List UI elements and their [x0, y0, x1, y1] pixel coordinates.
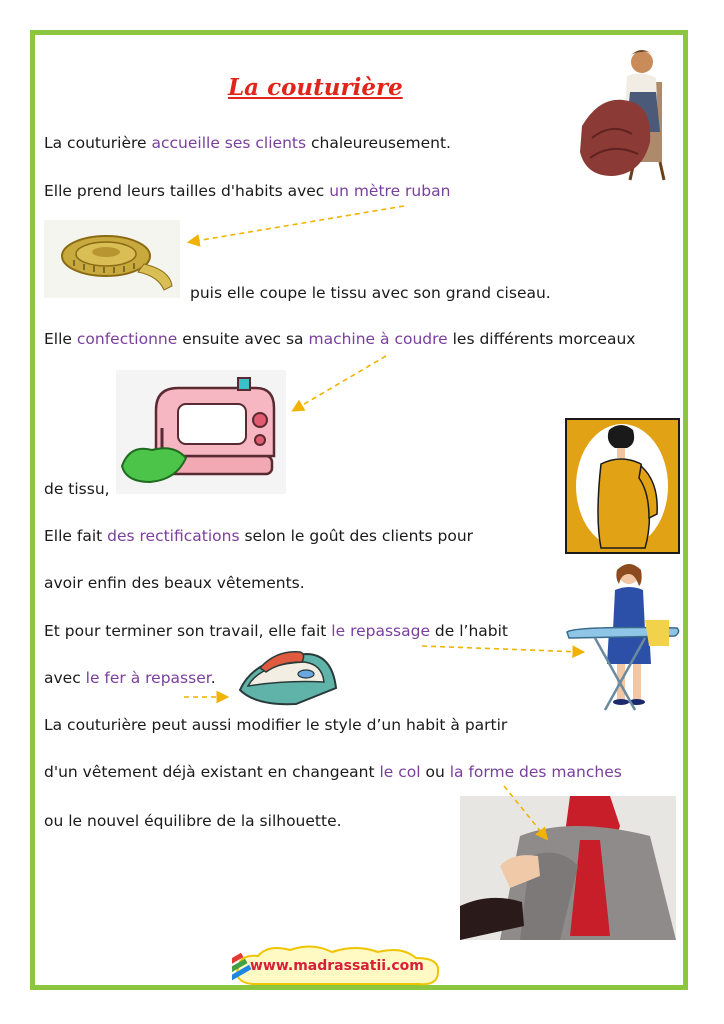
text-line-12: ou le nouvel équilibre de la silhouette.: [44, 812, 342, 830]
text-line-11: d'un vêtement déjà existant en changeant le col ou la forme des manches: [44, 763, 622, 781]
keyword-accueille: accueille ses clients: [151, 134, 307, 152]
text-line-9: avec le fer à repasser.: [44, 669, 216, 687]
arrow-to-ironing: [422, 646, 582, 652]
text-line-4: Elle confectionne ensuite avec sa machine à coudre les différents morceaux: [44, 330, 636, 348]
keyword-forme-manches: la forme des manches: [449, 763, 622, 781]
text-line-5: de tissu,: [44, 480, 110, 498]
keyword-metre-ruban: un mètre ruban: [329, 182, 451, 200]
text-line-3: puis elle coupe le tissu avec son grand ciseau.: [190, 284, 551, 302]
keyword-rectifications: des rectifications: [107, 527, 240, 545]
website-link[interactable]: www.madrassatii.com: [250, 958, 424, 974]
text-line-6: Elle fait des rectifications selon le goût des clients pour: [44, 527, 474, 545]
page-title: La couturière: [228, 74, 403, 101]
keyword-fer-a-repasser: le fer à repasser: [85, 669, 211, 687]
text-line-8: Et pour terminer son travail, elle fait le repassage de l’habit: [44, 622, 509, 640]
arrow-to-tape: [190, 206, 404, 242]
arrow-to-machine: [294, 356, 386, 410]
keyword-confectionne: confectionne: [76, 330, 178, 348]
keyword-machine-a-coudre: machine à coudre: [308, 330, 448, 348]
text-line-7: avoir enfin des beaux vêtements.: [44, 574, 305, 592]
arrow-to-collar: [504, 786, 546, 838]
text-line-1: La couturière accueille ses clients chaleureusement.: [44, 134, 451, 152]
text-line-10: La couturière peut aussi modifier le style d’un habit à partir: [44, 716, 508, 734]
keyword-col: le col: [379, 763, 421, 781]
keyword-repassage: le repassage: [331, 622, 430, 640]
text-line-2: Elle prend leurs tailles d'habits avec un mètre ruban: [44, 182, 451, 200]
